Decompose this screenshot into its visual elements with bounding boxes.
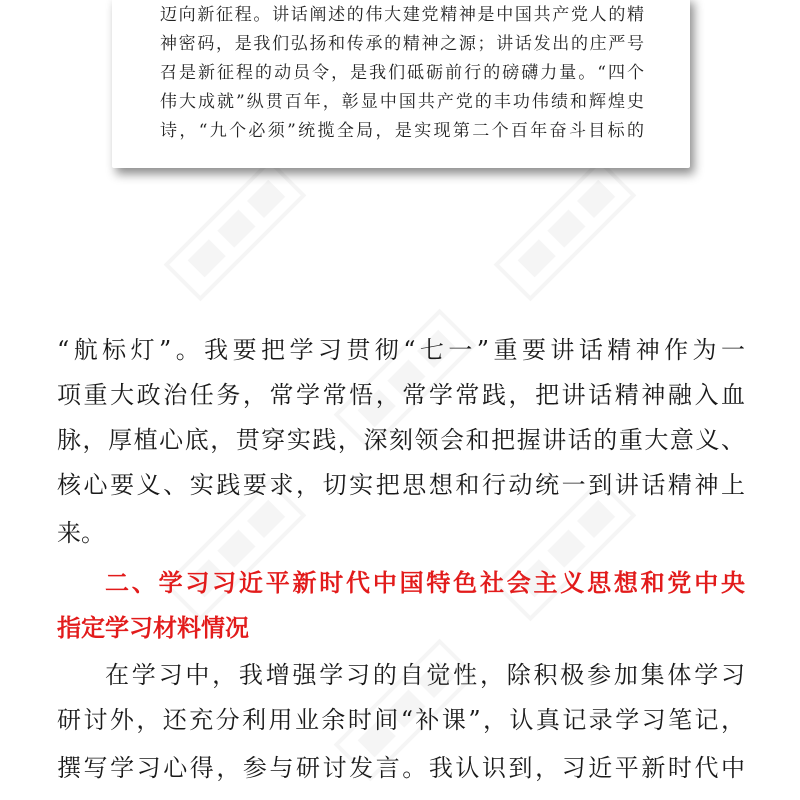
- paragraph-line: 撰写学习心得，参与研讨发言。我认识到，习近平新时代中: [57, 754, 745, 782]
- paragraph-line: 研讨外，还充分利用业余时间“补课”，认真记录学习笔记，: [57, 706, 745, 734]
- excerpt-line: 迈向新征程。讲话阐述的伟大建党精神是中国共产党人的精: [160, 5, 644, 25]
- excerpt-line: 召是新征程的动员令，是我们砥砺前行的磅礴力量。“四个: [160, 63, 644, 83]
- excerpt-line: 伟大成就”纵贯百年，彰显中国共产党的丰功伟绩和辉煌史: [160, 92, 644, 112]
- section-heading-line: 指定学习材料情况: [57, 614, 249, 642]
- paragraph-line: 核心要义、实践要求，切实把思想和行动统一到讲话精神上: [57, 471, 745, 499]
- watermark-logo-icon: [161, 156, 309, 304]
- paragraph-line: 项重大政治任务，常学常悟，常学常践，把讲话精神融入血: [57, 381, 745, 409]
- excerpt-line: 神密码，是我们弘扬和传承的精神之源；讲话发出的庄严号: [160, 34, 644, 54]
- excerpt-card: [112, 0, 690, 168]
- excerpt-line: 诗，“九个必须”统揽全局，是实现第二个百年奋斗目标的: [160, 121, 644, 141]
- paragraph-line: “航标灯”。我要把学习贯彻“七一”重要讲话精神作为一: [57, 336, 745, 364]
- paragraph-line: 在学习中，我增强学习的自觉性，除积极参加集体学习: [105, 661, 745, 689]
- watermark-logo-icon: [491, 156, 639, 304]
- paragraph-line: 来。: [57, 519, 105, 547]
- section-heading-line: 二、学习习近平新时代中国特色社会主义思想和党中央: [105, 569, 745, 597]
- paragraph-line: 脉，厚植心底，贯穿实践，深刻领会和把握讲话的重大意义、: [57, 426, 745, 454]
